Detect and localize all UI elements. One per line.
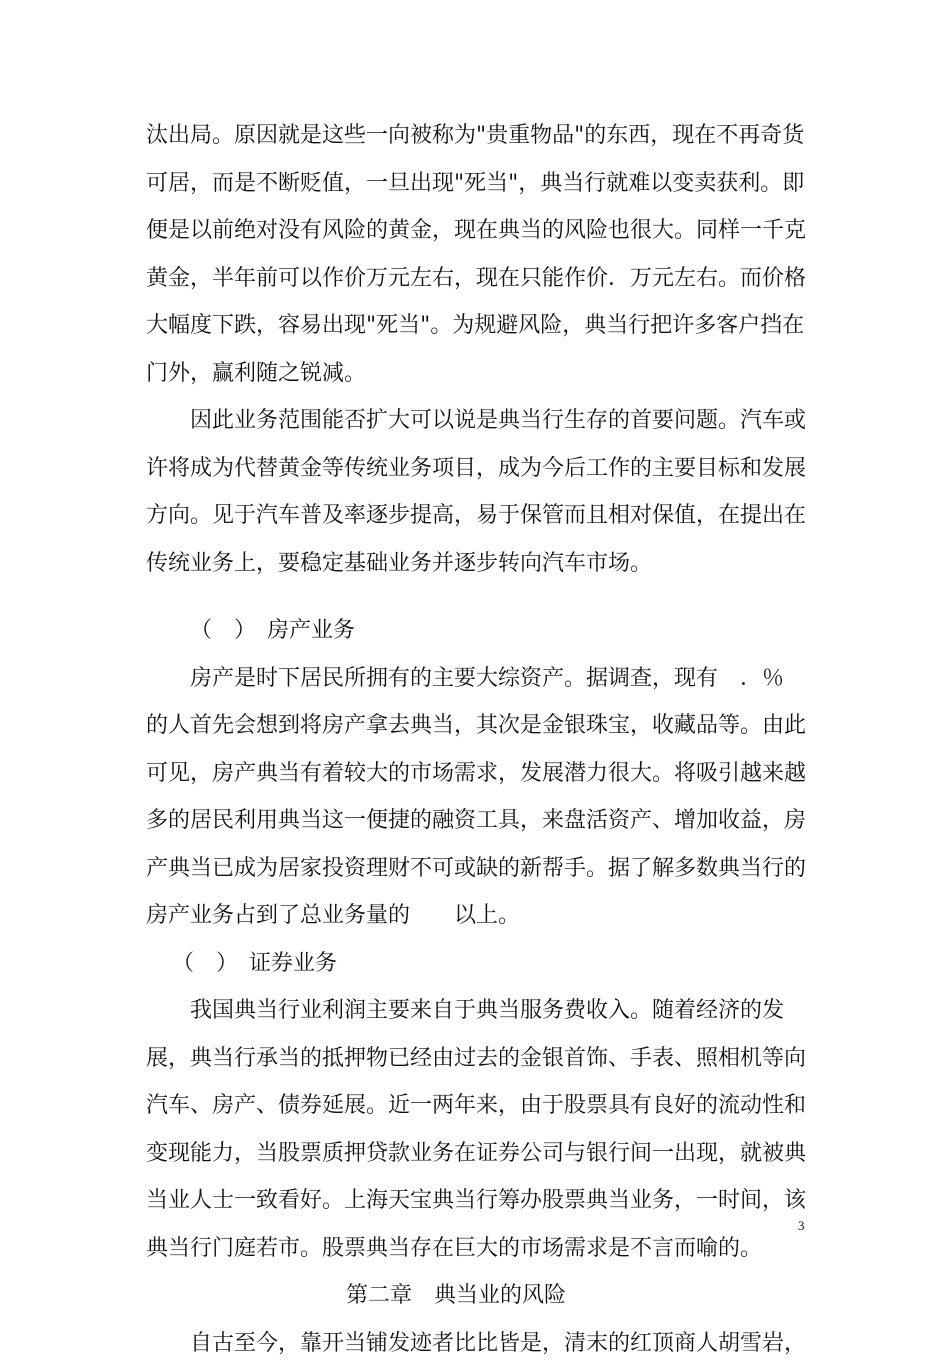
text-line: 汽车、房产、债券延展。近一两年来，由于股票具有良好的流动性和 (146, 1082, 810, 1130)
text-line: 房产业务占到了总业务量的 以上。 (146, 892, 810, 940)
text-line: 自古至今，靠开当铺发迹者比比皆是，清末的红顶商人胡雪岩， (146, 1320, 810, 1367)
page-number: 3 (798, 1218, 805, 1234)
text-line: 门外，赢利随之锐减。 (146, 350, 810, 398)
text-line: 黄金，半年前可以作价万元左右，现在只能作价．万元左右。而价格 (146, 255, 810, 303)
text-line: 汰出局。原因就是这些一向被称为"贵重物品"的东西，现在不再奇货 (146, 112, 810, 160)
text-line: 可居，而是不断贬值，一旦出现"死当"，典当行就难以变卖获利。即 (146, 160, 810, 208)
body-text (146, 112, 810, 1367)
text-line: 我国典当行业利润主要来自于典当服务费收入。随着经济的发 (146, 987, 810, 1035)
text-line: 多的居民利用典当这一便捷的融资工具，来盘活资产、增加收益，房 (146, 797, 810, 845)
text-line: 房产是时下居民所拥有的主要大综资产。据调查，现有 ．％ (146, 655, 810, 703)
text-line: 许将成为代替黄金等传统业务项目，成为今后工作的主要目标和发展 (146, 445, 810, 493)
text-line: 传统业务上，要稳定基础业务并逐步转向汽车市场。 (146, 540, 810, 588)
text-line: 可见，房产典当有着较大的市场需求，发展潜力很大。将吸引越来越 (146, 750, 810, 798)
text-line: 产典当已成为居家投资理财不可或缺的新帮手。据了解多数典当行的 (146, 845, 810, 893)
text-line: 的人首先会想到将房产拿去典当，其次是金银珠宝，收藏品等。由此 (146, 702, 810, 750)
text-line: 变现能力，当股票质押贷款业务在证券公司与银行间一出现，就被典 (146, 1130, 810, 1178)
text-line: 因此业务范围能否扩大可以说是典当行生存的首要问题。汽车或 (146, 397, 810, 445)
text-line: 便是以前绝对没有风险的黄金，现在典当的风险也很大。同样一千克 (146, 207, 810, 255)
text-line: 方向。见于汽车普及率逐步提高，易于保管而且相对保值，在提出在 (146, 492, 810, 540)
section-heading-securities: （ ） 证券业务 (146, 940, 810, 988)
text-line: 当业人士一致看好。上海天宝典当行筹办股票典当业务，一时间，该 (146, 1177, 810, 1225)
section-heading-real-estate: （ ） 房产业务 (146, 607, 810, 655)
text-line: 大幅度下跌，容易出现"死当"。为规避风险，典当行把许多客户挡在 (146, 302, 810, 350)
text-line: 展，典当行承当的抵押物已经由过去的金银首饰、手表、照相机等向 (146, 1035, 810, 1083)
chapter-title: 第二章 典当业的风险 (146, 1272, 810, 1320)
text-line: 典当行门庭若市。股票典当存在巨大的市场需求是不言而喻的。 (146, 1225, 810, 1273)
paragraph-gap (146, 587, 810, 607)
